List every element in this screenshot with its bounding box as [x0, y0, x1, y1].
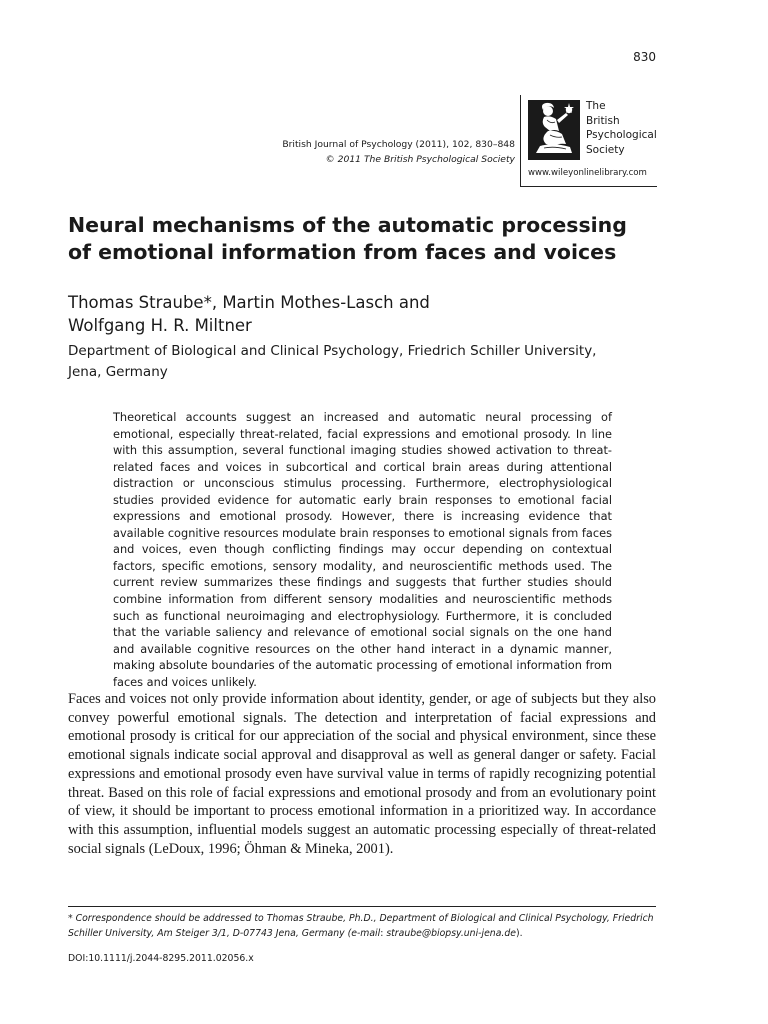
- footnote-email-separator: :: [380, 927, 387, 939]
- footnote-text: * Correspondence should be addressed to Thomas Straube, Ph.D., Department of Biological and Clinical Psychology, Friedrich Schiller University, Am Steiger 3/1, D-07743 Jena, Germany (: [68, 913, 654, 939]
- society-name-line: Psychological: [586, 129, 657, 141]
- footnote-email-label: e-mail: [351, 927, 381, 939]
- header-divider-vertical: [520, 95, 521, 187]
- journal-header: [260, 137, 515, 167]
- authors-line: Thomas Straube*, Martin Mothes-Lasch and: [68, 293, 430, 312]
- authors-line: Wolfgang H. R. Miltner: [68, 316, 252, 335]
- website-link[interactable]: www.wileyonlinelibrary.com: [528, 168, 647, 178]
- body-paragraph: Faces and voices not only provide information about identity, gender, or age of subjects but they also convey powerful emotional signals. The detection and interpretation of facial expressions and emotional prosody is critical for our appreciation of the social and physical environment, since these emotional signals indicate social approval and disapproval as well as general danger or safety. Facial expressions and emotional prosody even have survival value in terms of rapidly recognizing potential threat. Based on this role of facial expressions and emotional prosody and from an evolutionary point of view, it should be important to process emotional information in a prioritized way. In accordance with this assumption, influential models suggest an automatic processing especially of threat-related social signals (LeDoux, 1996; Öhman & Mineka, 2001).: [68, 691, 656, 857]
- page-number: 830: [633, 50, 656, 64]
- authors: [68, 291, 668, 337]
- journal-citation: British Journal of Psychology (2011), 102, 830–848: [282, 139, 515, 150]
- affiliation: [68, 341, 668, 383]
- article-title-line: of emotional information from faces and voices: [68, 240, 617, 264]
- affiliation-line: Jena, Germany: [68, 364, 168, 380]
- doi[interactable]: DOI:10.1111/j.2044-8295.2011.02056.x: [68, 953, 254, 964]
- affiliation-line: Department of Biological and Clinical Psychology, Friedrich Schiller University,: [68, 343, 597, 359]
- footnote-end: ).: [515, 927, 523, 939]
- correspondence-footnote: [68, 912, 656, 941]
- article-title-line: Neural mechanisms of the automatic processing: [68, 213, 627, 237]
- abstract: Theoretical accounts suggest an increased and automatic neural processing of emotional, especially threat-related, facial expressions and emotional prosody. In line with this assumption, several functional imaging studies showed activation to threat-related faces and voices in subcortical and cortical brain areas during attentional distraction or unconscious stimulus processing. Furthermore, electrophysiological studies provided evidence for automatic early brain responses to emotional facial expressions and emotional prosody. However, there is increasing evidence that available cognitive resources modulate brain responses to emotional signals from faces and voices, even though conflicting findings may occur depending on contextual factors, specific emotions, sensory modality, and neuroscientific methods used. The current review summarizes these findings and suggests that further studies should combine information from different sensory modalities and neuroscientific methods such as functional neuroimaging and electrophysiology. Furthermore, it is concluded that the variable saliency and relevance of emotional social signals on the one hand and available cognitive resources on the other hand interact in a dynamic manner, making absolute boundaries of the automatic processing of emotional information from faces and voices unlikely.: [113, 410, 612, 689]
- article-title: [68, 212, 668, 266]
- footnote-divider: [68, 906, 656, 907]
- header-divider-horizontal: [520, 186, 657, 187]
- society-name-line: The: [586, 100, 606, 112]
- society-name-line: British: [586, 114, 620, 127]
- society-name-line: Society: [586, 143, 625, 156]
- footnote-email[interactable]: straube@biopsy.uni-jena.de: [386, 927, 516, 939]
- society-name: [586, 99, 657, 157]
- journal-copyright: © 2011 The British Psychological Society: [325, 154, 515, 165]
- bps-logo-icon: [526, 98, 582, 162]
